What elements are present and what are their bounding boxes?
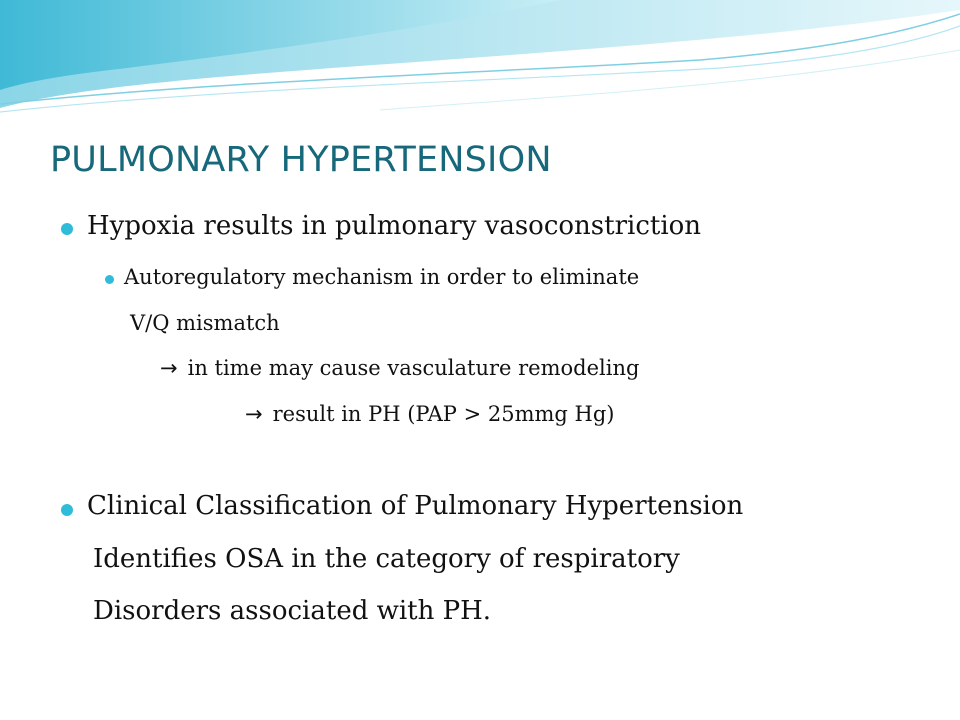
section1-arrow-line-2: → result in PH (PAP > 25mmg Hg) <box>245 402 615 426</box>
section1-sub-bullet: Autoregulatory mechanism in order to eliminate <box>124 265 640 289</box>
wave-line-3 <box>380 50 960 110</box>
section1-sub-continuation: V/Q mismatch <box>130 311 280 335</box>
bullet-icon <box>61 504 73 516</box>
section1-arrow-line-1: → in time may cause vasculature remodeling <box>160 356 640 380</box>
section2-line-1: Identifies OSA in the category of respiratory <box>93 544 680 574</box>
bullet-icon <box>61 223 73 235</box>
section1-heading: Hypoxia results in pulmonary vasoconstriction <box>87 211 702 241</box>
arrow-right-icon: → <box>160 356 178 380</box>
sub-bullet-icon <box>105 275 114 284</box>
page-title: PULMONARY HYPERTENSION <box>50 140 552 180</box>
wave-header-decoration <box>0 0 960 130</box>
section2-heading: Clinical Classification of Pulmonary Hypertension <box>87 491 744 521</box>
arrow-right-icon: → <box>245 402 263 426</box>
section2-line-2: Disorders associated with PH. <box>93 596 492 626</box>
